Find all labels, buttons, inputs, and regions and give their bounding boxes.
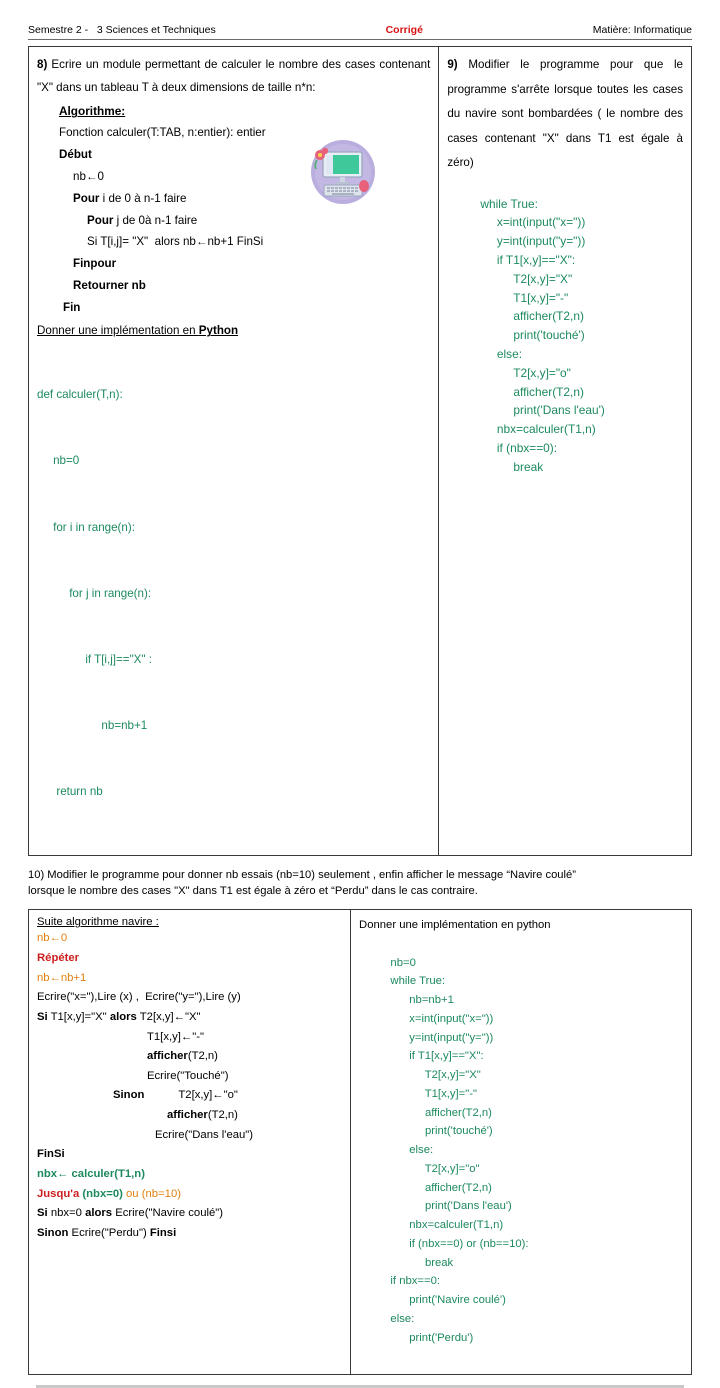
question-10-line-2: lorsque le nombre des cases "X" dans T1 est égale à zéro et “Perdu” dans le cas contraire.	[28, 885, 478, 897]
si-action: Ecrire("Navire coulé")	[112, 1207, 224, 1220]
table-row	[29, 47, 692, 856]
algo2-line: Ecrire("Touché")	[147, 1069, 229, 1082]
code-line: afficher(T2,n)	[480, 384, 584, 399]
algo2-line-si-final	[37, 1204, 342, 1224]
code-line: afficher(T2,n)	[390, 1106, 492, 1119]
header-left-text: Semestre 2 - 3 Sciences et Techniques	[28, 24, 216, 36]
python-implementation-cell	[351, 910, 692, 1375]
question-table-8-9	[28, 46, 692, 856]
question-9-text: Modifier le programme pour que le programme s'arrête lorsque toutes les cases du navire sont bombardées ( le nombre des cases contenant "X" dans T1 est égale à zéro)	[447, 58, 683, 170]
code-line: nbx=calculer(T1,n)	[480, 422, 596, 437]
code-line: else:	[480, 347, 523, 362]
algo-line: Retourner nb	[73, 278, 146, 292]
question-8-number: 8)	[37, 58, 48, 71]
code-line: x=int(input("x="))	[480, 215, 586, 230]
jusqua-cond2: (nb=10)	[141, 1187, 181, 1200]
code-line: nb=0	[390, 956, 416, 969]
alors-keyword: alors	[109, 1010, 137, 1023]
afficher-args: (T2,n)	[207, 1109, 238, 1122]
algo2-line-nbx: nbx← calculer(T1,n)	[37, 1168, 145, 1181]
algorithme-label: Algorithme:	[59, 104, 126, 119]
donner-implementation-python-title: Donner une implémentation en python	[359, 919, 551, 932]
si-action: T2[x,y]←"X"	[136, 1010, 201, 1023]
algo2-line-si	[37, 1008, 342, 1028]
algo-line: Début	[59, 148, 92, 162]
question-8-text: Ecrire un module permettant de calculer le nombre des cases contenant "X" dans un tableau T à deux dimensions de taille n*n:	[37, 58, 431, 95]
code-line: if (nbx==0) or (nb==10):	[390, 1237, 529, 1250]
code-line: print('Dans l'eau')	[390, 1200, 512, 1213]
code-line: nb=nb+1	[37, 718, 148, 732]
code-line: T2[x,y]="X"	[480, 271, 573, 286]
donner-implementation-python-label	[37, 324, 430, 337]
table-row	[29, 910, 692, 1375]
question-9-number: 9)	[447, 58, 458, 71]
si-keyword: Si	[37, 1010, 48, 1023]
afficher-keyword: afficher	[167, 1109, 208, 1122]
code-line: x=int(input("x="))	[390, 1012, 494, 1025]
afficher-keyword: afficher	[147, 1050, 188, 1063]
code-line: while True:	[390, 975, 446, 988]
si-keyword: Si	[37, 1207, 48, 1220]
question-8-python-code	[37, 340, 430, 846]
code-line: while True:	[480, 196, 538, 211]
question-10-python-code	[359, 935, 683, 1366]
code-line: return nb	[37, 784, 103, 798]
jusqua-cond1: (nbx=0)	[82, 1187, 123, 1200]
algo2-line-repeter: Répéter	[37, 951, 80, 964]
code-line: T2[x,y]="o"	[480, 365, 571, 380]
algo-line: Si T[i,j]= "X" alors nb←nb+1 FinSi	[87, 235, 264, 249]
suite-algorithme-title: Suite algorithme navire :	[37, 916, 159, 929]
question-10-statement	[28, 867, 692, 899]
algo-line: Finpour	[73, 257, 117, 271]
algo2-line: Ecrire("Dans l'eau")	[155, 1128, 254, 1141]
algo2-line	[147, 1047, 342, 1067]
code-line: y=int(input("y="))	[390, 1031, 494, 1044]
algo-line: Pour j de 0à n-1 faire	[87, 213, 198, 227]
question-8-cell	[29, 47, 439, 856]
code-line: else:	[390, 1144, 434, 1157]
donner-prefix: Donner une implémentation en	[37, 324, 199, 338]
question-9-statement	[447, 53, 683, 176]
code-line: if T[i,j]=="X" :	[37, 652, 152, 666]
python-word: Python	[198, 324, 239, 338]
question-9-cell	[439, 47, 692, 856]
algo2-line-finsi: FinSi	[37, 1148, 65, 1161]
algo-line: Fonction calculer(T:TAB, n:entier): entier	[59, 126, 266, 140]
code-line: nb=nb+1	[390, 994, 454, 1007]
code-line: T1[x,y]="-"	[480, 290, 569, 305]
algo-line-rest: j de 0à n-1 faire	[113, 213, 198, 227]
header-right-subject: Matière: Informatique	[592, 24, 692, 36]
code-line: def calculer(T,n):	[37, 388, 123, 402]
algo-line: Fin	[63, 300, 81, 314]
afficher-args: (T2,n)	[187, 1050, 218, 1063]
code-line: if T1[x,y]=="X":	[390, 1050, 484, 1063]
code-line: if T1[x,y]=="X":	[480, 253, 576, 268]
algo2-line-sinon-final	[37, 1224, 342, 1244]
algo2-line: nb←nb+1	[37, 971, 87, 984]
header-title-corrige: Corrigé	[385, 24, 423, 36]
code-line: break	[390, 1256, 454, 1269]
sinon-keyword: Sinon	[37, 1227, 69, 1240]
computer-monitor-icon	[310, 139, 376, 205]
sinon-action: Ecrire("Perdu")	[68, 1227, 150, 1240]
jusqua-ou: ou	[122, 1187, 142, 1200]
code-line: print('Dans l'eau')	[480, 403, 605, 418]
code-line: T2[x,y]="X"	[390, 1069, 481, 1082]
code-line: for i in range(n):	[37, 520, 135, 534]
code-line: break	[480, 459, 544, 474]
sinon-keyword: Sinon	[113, 1089, 145, 1102]
code-line: else:	[390, 1312, 415, 1325]
code-line: nb=0	[37, 454, 80, 468]
code-line: afficher(T2,n)	[480, 309, 584, 324]
code-line: if (nbx==0):	[480, 441, 558, 456]
algo-line-rest: i de 0 à n-1 faire	[99, 191, 187, 205]
algo2-line-jusqua	[37, 1185, 342, 1205]
jusqua-keyword: Jusqu'a	[37, 1187, 83, 1200]
suite-algorithme-cell	[29, 910, 351, 1375]
code-line: if nbx==0:	[390, 1275, 441, 1288]
algo-line: nb←0	[73, 169, 104, 183]
code-line: T1[x,y]="-"	[390, 1087, 478, 1100]
code-line: print('touché')	[480, 328, 585, 343]
algo2-line: nb←0	[37, 932, 68, 945]
code-line: y=int(input("y="))	[480, 234, 586, 249]
finsi-keyword: Finsi	[149, 1227, 177, 1240]
algo-line: Pour i de 0 à n-1 faire	[73, 191, 187, 205]
question-10-line-1: 10) Modifier le programme pour donner nb essais (nb=10) seulement , enfin afficher le message “Navire coulé”	[28, 868, 576, 881]
code-line: T2[x,y]="o"	[390, 1162, 480, 1175]
algo2-line-sinon	[113, 1086, 342, 1106]
code-line: print('Perdu')	[390, 1331, 474, 1344]
document-header	[28, 24, 692, 40]
code-line: for j in range(n):	[37, 586, 152, 600]
algo2-line: T1[x,y]←"-"	[147, 1030, 204, 1043]
code-line: nbx=calculer(T1,n)	[390, 1219, 504, 1232]
algo2-line	[167, 1106, 342, 1126]
code-line: afficher(T2,n)	[390, 1181, 492, 1194]
si-condition: T1[x,y]="X"	[47, 1010, 110, 1023]
code-line: print('Navire coulé')	[390, 1294, 506, 1307]
algo2-line: Ecrire("x="),Lire (x) , Ecrire("y="),Lire (y)	[37, 991, 241, 1004]
si-condition: nbx=0	[47, 1207, 86, 1220]
alors-keyword: alors	[85, 1207, 113, 1220]
sinon-first-stmt: T2[x,y]←"o"	[178, 1089, 238, 1102]
answer-table-10	[28, 909, 692, 1375]
code-line: print('touché')	[390, 1125, 493, 1138]
computer-monitor-clipart-svg	[310, 139, 376, 205]
question-8-statement	[37, 53, 430, 99]
question-9-python-code	[447, 176, 683, 496]
